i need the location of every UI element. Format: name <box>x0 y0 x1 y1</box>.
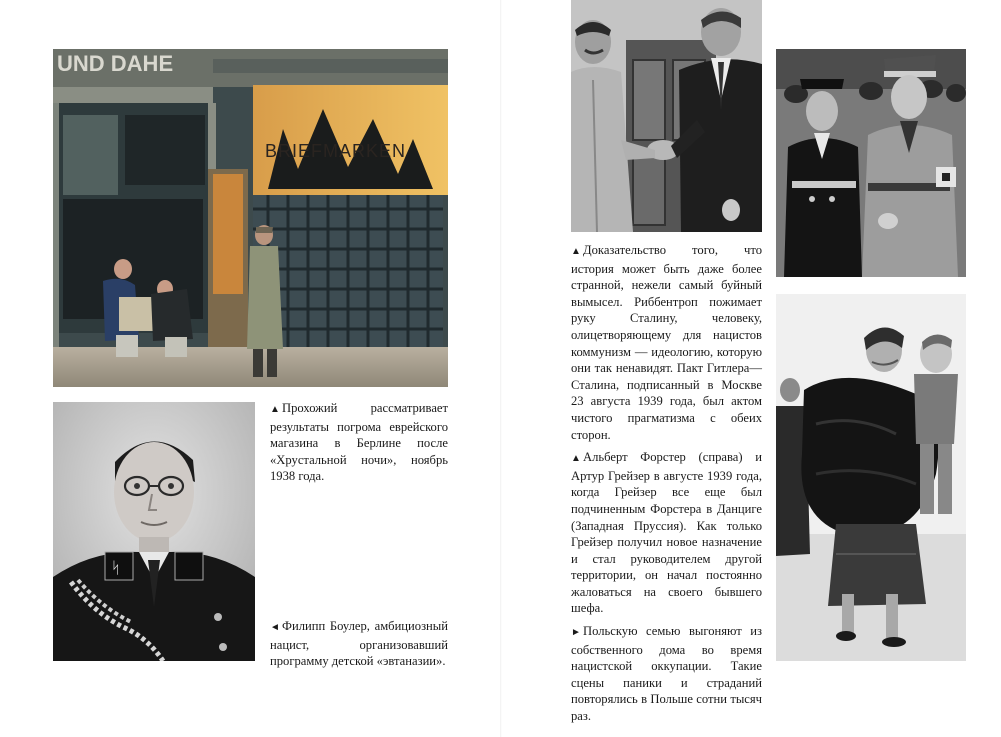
caption-marker-up: ▲ <box>571 246 581 257</box>
svg-text:ᛋ: ᛋ <box>111 558 121 577</box>
book-gutter <box>500 0 502 737</box>
photo-bouhler-portrait <box>53 402 255 661</box>
caption-ribbentrop <box>571 242 762 731</box>
shop-window-sign: BRIEFMARKEN <box>265 141 407 161</box>
photo-forster-greiser <box>776 49 966 277</box>
caption-bouhler-text: Филипп Боулер, амбициозный нацист, организовавший программу детской «эвтаназии». <box>270 619 448 669</box>
photo-ribbentrop-stalin-handshake <box>571 0 762 232</box>
photo-kristallnacht-shop <box>53 49 448 387</box>
caption-ribbentrop-text: Доказательство того, что история может быть даже более странной, нежели самый буйный вымысел. Риббентроп пожимает руку Сталину, человеку, олицетворяющему для нацистов коммунизм — идеологию, которую они так ненавидят. Пакт Гитлера—Сталина, подписанный в Москве 23 августа 1939 года, был актом чистого прагматизма с обеих сторон. <box>571 243 762 442</box>
caption-marker-up: ▲ <box>270 404 280 415</box>
caption-bouhler <box>270 618 448 676</box>
caption-marker-up: ▲ <box>571 453 581 465</box>
caption-forster-text: Альберт Форстер (справа) и Артур Грейзер в августе 1939 года, когда Грейзер все еще был подчиненным Форстера в Данциге (Западная Пруссия). Как только Грейзер получил новое назначение и стал руководителем другой территории, он начал постоянно жаловаться на своего бывшего шефа. <box>571 450 762 616</box>
caption-marker-left: ◄ <box>270 622 280 633</box>
storefront-sign: UND DAHE <box>57 51 174 76</box>
caption-polish-family-text: Польскую семью выгоняют из собственного дома во время нацистской оккупации. Такие сцены паники и страданий повторялись в Польше сотни тысяч раз. <box>571 624 762 724</box>
caption-kristallnacht-text: Прохожий рассматривает результаты погрома еврейского магазина в Берлине после «Хрустальной ночи», ноябрь 1938 года. <box>270 401 448 484</box>
caption-kristallnacht <box>270 400 448 491</box>
photo-polish-family-expulsion <box>776 294 966 661</box>
caption-marker-right: ► <box>571 627 581 639</box>
